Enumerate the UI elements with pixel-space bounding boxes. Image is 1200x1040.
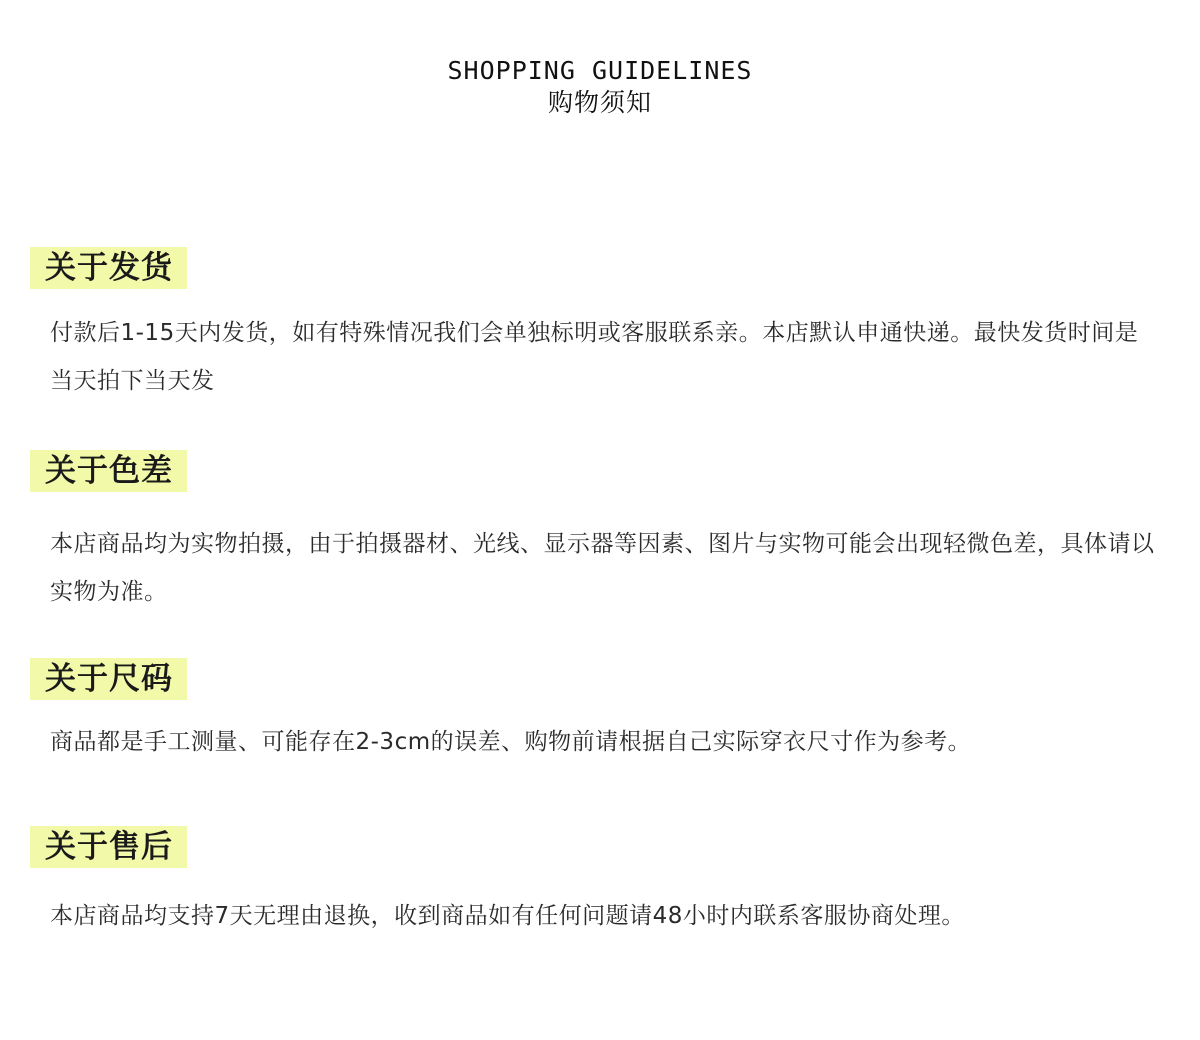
section-title-color-difference: 关于色差: [30, 450, 187, 492]
page-title-en: SHOPPING GUIDELINES: [447, 56, 753, 85]
section-title-size: 关于尺码: [30, 658, 187, 700]
section-text-shipping: 付款后1-15天内发货，如有特殊情况我们会单独标明或客服联系亲。本店默认申通快递。最快发货时间是当天拍下当天发: [50, 320, 1139, 394]
section-size: [30, 658, 1160, 766]
section-text-after-sales: 本店商品均支持7天无理由退换，收到商品如有任何问题请48小时内联系客服协商处理。: [50, 903, 965, 929]
section-shipping: [30, 247, 1160, 405]
page-title-cn: 购物须知: [547, 88, 652, 117]
section-text-size: 商品都是手工测量、可能存在2-3cm的误差、购物前请根据自己实际穿衣尺寸作为参考。: [50, 729, 972, 755]
section-title-after-sales: 关于售后: [30, 826, 187, 868]
page-header: [0, 56, 1200, 120]
section-title-shipping: 关于发货: [30, 247, 187, 289]
section-color-difference: [30, 450, 1160, 616]
section-after-sales: [30, 826, 1160, 940]
section-text-color-difference: 本店商品均为实物拍摄，由于拍摄器材、光线、显示器等因素、图片与实物可能会出现轻微色差，具体请以实物为准。: [50, 531, 1155, 605]
